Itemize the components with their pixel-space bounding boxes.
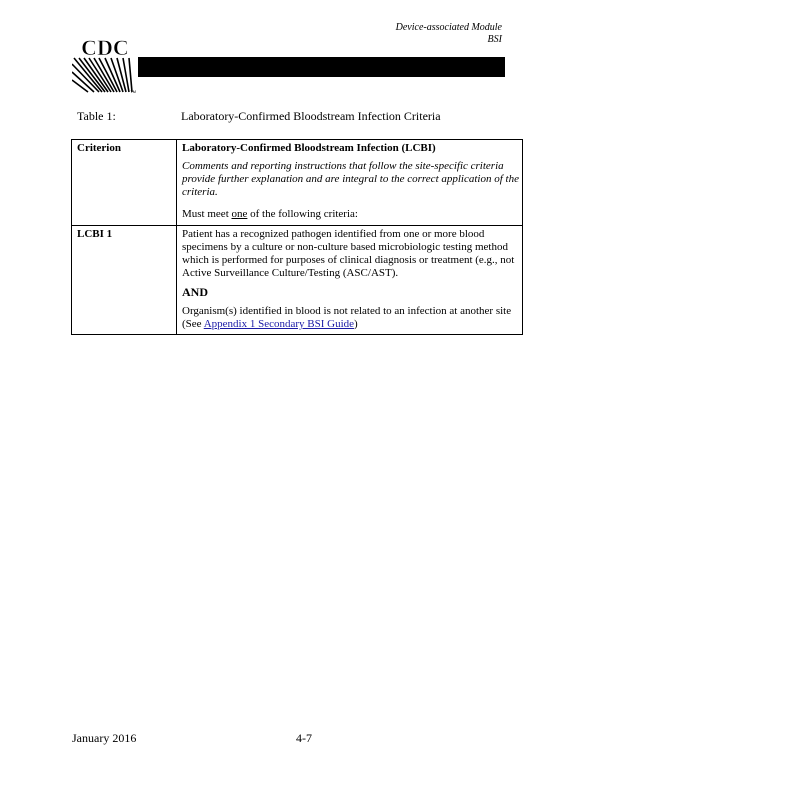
table-row: [72, 226, 523, 335]
module-name: Device-associated Module: [395, 22, 502, 33]
trademark-mark: TM: [130, 89, 136, 94]
cdc-logo-letters: CDC: [81, 36, 129, 60]
and-connector: AND: [182, 285, 208, 299]
instructions-note: Comments and reporting instructions that follow the site-specific criteria provide further explanation and are integral to the correct application of the criteria.: [182, 160, 519, 198]
lcbi1-paragraph-2-end: ): [354, 318, 358, 330]
table-number: Table 1:: [77, 109, 116, 123]
must-meet-suffix: of the following criteria:: [247, 208, 358, 220]
lcbi1-label: LCBI 1: [72, 226, 177, 335]
header-black-bar: [138, 57, 505, 77]
lcbi-header-cell: [177, 140, 523, 226]
criteria-table: [71, 139, 523, 335]
lcbi1-paragraph-2: [182, 305, 520, 331]
cdc-logo-icon: [72, 36, 138, 94]
lcbi1-paragraph-2-text: Organism(s) identified in blood is not related to an infection at another site (See: [182, 305, 512, 330]
page-number: 4-7: [296, 731, 312, 745]
appendix-1-link[interactable]: Appendix 1 Secondary BSI Guide: [203, 318, 355, 330]
footer-date: January 2016: [72, 731, 137, 745]
table-title: Laboratory-Confirmed Bloodstream Infection Criteria: [181, 109, 441, 123]
cdc-logo: [72, 36, 138, 94]
lcbi-title: Laboratory-Confirmed Bloodstream Infection (LCBI): [182, 142, 436, 154]
lcbi1-paragraph-1: Patient has a recognized pathogen identified from one or more blood specimens by a culture or non-culture based microbiologic testing method which is performed for purposes of clinical diagnosis or treatment (e.g., not Active Surveillance Culture/Testing (ASC/AST).: [182, 228, 515, 279]
table-header-row: [72, 140, 523, 226]
module-section: BSI: [487, 34, 502, 45]
lcbi1-criteria-cell: [177, 226, 523, 335]
must-meet-line: [182, 208, 520, 221]
must-meet-prefix: Must meet: [182, 208, 232, 220]
criterion-header: Criterion: [72, 140, 177, 226]
header-module-label: [396, 22, 502, 46]
must-meet-emphasis: one: [231, 208, 248, 220]
